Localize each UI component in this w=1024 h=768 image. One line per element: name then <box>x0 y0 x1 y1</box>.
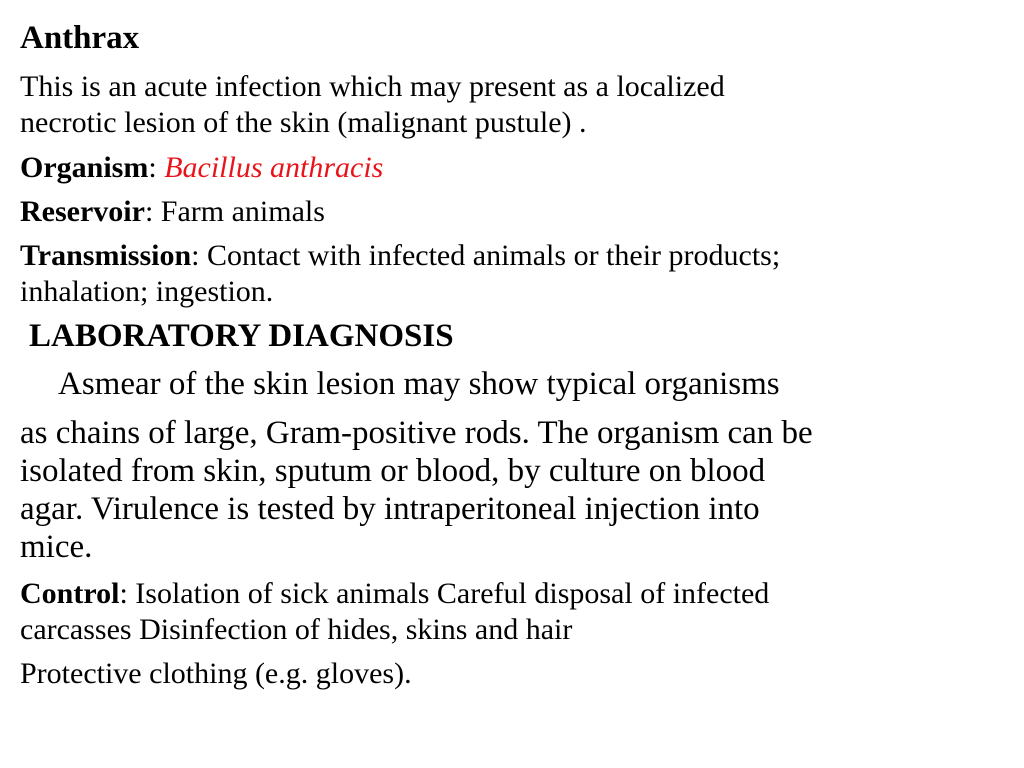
transmission-row <box>20 239 780 273</box>
lab-diagnosis-line-4: agar. Virulence is tested by intraperitoneal injection into <box>20 491 760 527</box>
reservoir-row <box>20 195 325 229</box>
organism-label: Organism <box>20 151 149 184</box>
lab-diagnosis-line-2: as chains of large, Gram-positive rods. The organism can be <box>20 415 813 451</box>
reservoir-label: Reservoir <box>20 195 145 228</box>
control-value-line-1: Isolation of sick animals Careful disposal of infected <box>135 577 770 610</box>
page-title: Anthrax <box>20 20 140 56</box>
transmission-label: Transmission <box>20 239 192 272</box>
transmission-separator: : <box>191 239 207 272</box>
control-label: Control <box>20 577 120 610</box>
organism-separator: : <box>148 151 165 184</box>
transmission-value-line-2: inhalation; ingestion. <box>20 275 274 308</box>
lab-diagnosis-heading: LABORATORY DIAGNOSIS <box>29 318 454 354</box>
organism-row <box>20 151 383 185</box>
reservoir-separator: : <box>144 195 161 228</box>
intro-line-1: This is an acute infection which may present as a localized <box>20 70 725 103</box>
lab-diagnosis-line-3: isolated from skin, sputum or blood, by culture on blood <box>20 453 766 489</box>
lab-diagnosis-line-1: Asmear of the skin lesion may show typical organisms <box>58 366 780 402</box>
control-value-line-2: carcasses Disinfection of hides, skins and hair <box>20 613 573 646</box>
reservoir-value: Farm animals <box>160 195 325 228</box>
transmission-value-line-1: Contact with infected animals or their products; <box>207 239 781 272</box>
control-row <box>20 577 769 611</box>
lab-diagnosis-line-5: mice. <box>20 529 93 565</box>
intro-line-2: necrotic lesion of the skin (malignant pustule) . <box>20 106 587 139</box>
control-separator: : <box>119 577 136 610</box>
organism-value: Bacillus anthracis <box>164 151 384 184</box>
control-line-3: Protective clothing (e.g. gloves). <box>20 657 412 690</box>
